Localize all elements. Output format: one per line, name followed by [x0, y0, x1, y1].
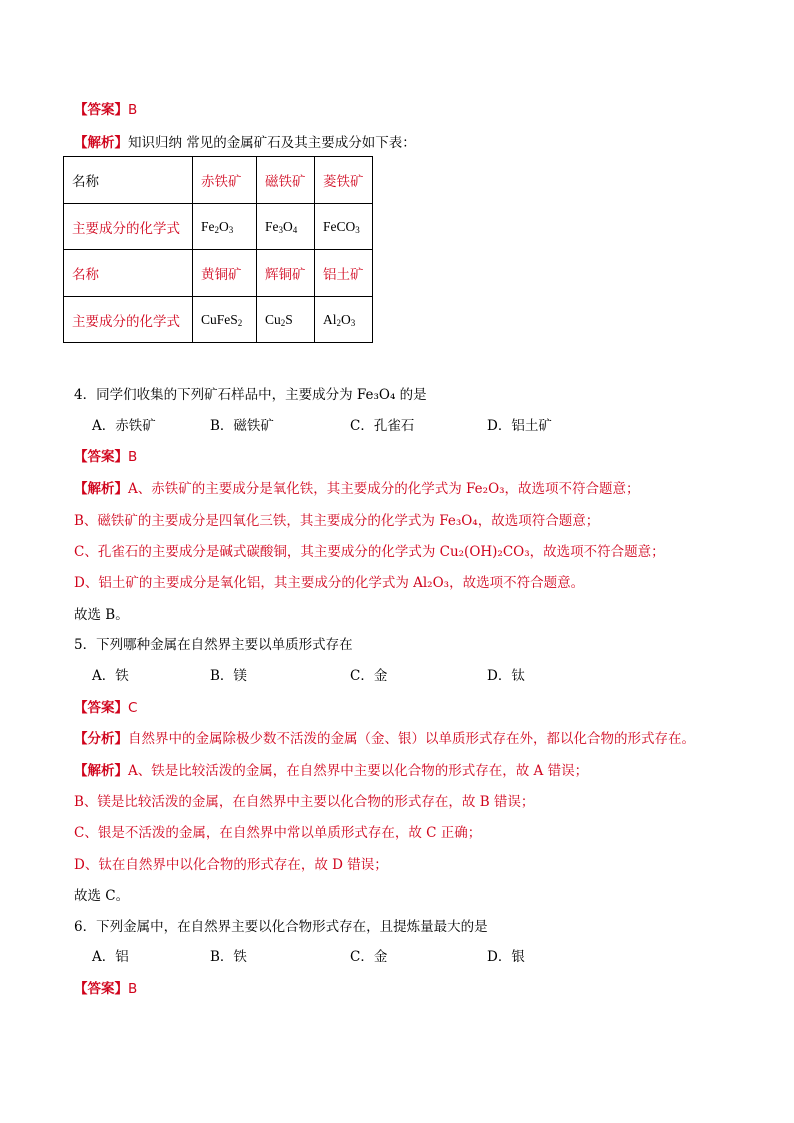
q5-analysis-c: C、银是不活泼的金属，在自然界中常以单质形式存在，故 C 正确；: [74, 825, 482, 841]
table-cell: $Fe_2O_3$: [193, 204, 257, 250]
q6-answer: 【答案】B: [74, 981, 138, 997]
table-cell: FeCO$_3$: [315, 204, 373, 250]
q5-conclusion: 故选 C。: [74, 888, 130, 904]
q4-option-a: A．赤铁矿: [92, 418, 156, 434]
q4-answer: 【答案】B: [74, 449, 138, 465]
q6-option-d: D．银: [487, 949, 525, 965]
table-cell: 名称: [64, 250, 193, 297]
q5-option-c: C．金: [350, 668, 388, 684]
q5-option-a: A．铁: [92, 668, 129, 684]
q6-option-a: A．铝: [92, 949, 129, 965]
q5-analysis-a: 【解析】A、铁是比较活泼的金属，在自然界中主要以化合物的形式存在，故 A 错误；: [74, 763, 589, 779]
q5-fenxi: 【分析】自然界中的金属除极少数不活泼的金属（金、银）以单质形式存在外，都以化合物的形式存在。: [74, 731, 695, 747]
q4-stem: 4．同学们收集的下列矿石样品中，主要成分为 Fe₃O₄ 的是: [74, 387, 427, 403]
table-cell: 磁铁矿: [257, 157, 315, 204]
q4-option-d: D．铝土矿: [487, 418, 552, 434]
table-row: [64, 297, 373, 343]
q4-conclusion: 故选 B。: [74, 607, 129, 623]
q5-answer: 【答案】C: [74, 700, 138, 716]
q4-analysis-c: C、孔雀石的主要成分是碱式碳酸铜，其主要成分的化学式为 Cu₂(OH)₂CO₃，故选项不符合题意；: [74, 544, 665, 560]
q6-option-c: C．金: [350, 949, 388, 965]
q6-option-b: B．铁: [210, 949, 247, 965]
table-cell: 赤铁矿: [193, 157, 257, 204]
table-cell: 名称: [64, 157, 193, 204]
q4-analysis-a: 【解析】A、赤铁矿的主要成分是氧化铁，其主要成分的化学式为 Fe₂O₃，故选项不符合题意；: [74, 481, 640, 497]
ore-table: [63, 156, 373, 343]
q4-analysis-d: D、铝土矿的主要成分是氧化铝，其主要成分的化学式为 Al₂O₃，故选项不符合题意。: [74, 575, 585, 591]
q5-analysis-d: D、钛在自然界中以化合物的形式存在，故 D 错误；: [74, 857, 388, 873]
q5-stem: 5．下列哪种金属在自然界主要以单质形式存在: [74, 637, 353, 653]
q6-stem: 6．下列金属中，在自然界主要以化合物形式存在，且提炼量最大的是: [74, 919, 488, 935]
table-row: [64, 250, 373, 297]
table-row: [64, 204, 373, 250]
q5-analysis-b: B、镁是比较活泼的金属，在自然界中主要以化合物的形式存在，故 B 错误；: [74, 794, 535, 810]
q4-analysis-b: B、磁铁矿的主要成分是四氧化三铁，其主要成分的化学式为 Fe₃O₄，故选项符合题意；: [74, 513, 600, 529]
table-cell: $Fe_3O_4$: [257, 204, 315, 250]
q4-option-b: B．磁铁矿: [210, 418, 274, 434]
table-cell: CuFeS$_2$: [193, 297, 257, 343]
q3-answer: 【答案】B: [74, 102, 138, 118]
q3-analysis: 【解析】知识归纳 常见的金属矿石及其主要成分如下表：: [74, 135, 416, 151]
q5-option-d: D．钛: [487, 668, 525, 684]
table-cell: 辉铜矿: [257, 250, 315, 297]
table-cell: $Cu_2S$: [257, 297, 315, 343]
table-cell: 主要成分的化学式: [64, 204, 193, 250]
table-cell: $Al_2O_3$: [315, 297, 373, 343]
table-cell: 铝土矿: [315, 250, 373, 297]
table-cell: 主要成分的化学式: [64, 297, 193, 343]
table-cell: 黄铜矿: [193, 250, 257, 297]
q5-option-b: B．镁: [210, 668, 247, 684]
q4-option-c: C．孔雀石: [350, 418, 415, 434]
table-cell: 菱铁矿: [315, 157, 373, 204]
table-row: [64, 157, 373, 204]
